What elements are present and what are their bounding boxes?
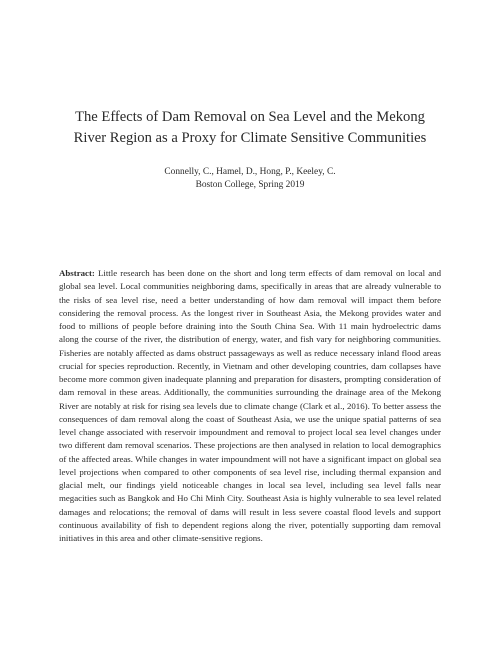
affiliation: Boston College, Spring 2019 xyxy=(195,180,305,190)
author-block xyxy=(40,166,460,192)
paper-title-line-1: The Effects of Dam Removal on Sea Level and the Mekong xyxy=(75,109,425,125)
paper-title-line-2: River Region as a Proxy for Climate Sensitive Communities xyxy=(73,130,427,146)
author-list: Connelly, C., Hamel, D., Hong, P., Keeley, C. xyxy=(164,167,336,177)
paper-title xyxy=(40,107,460,149)
abstract xyxy=(59,267,441,545)
abstract-label: Abstract: xyxy=(59,268,95,278)
abstract-text: Little research has been done on the short and long term effects of dam removal on local and global sea level. Local communities neighboring dams, specifically in areas that are already vulnerable to the risks of sea level rise, need a better understanding of how dam removal will impact them before considering the removal process. As the longest river in Southeast Asia, the Mekong provides water and food to millions of people before draining into the South China Sea. With 11 main hydroelectric dams along the course of the river, the distribution of energy, water, and fish vary for neighboring communities. Fisheries are notably affected as dams obstruct passageways as well as reduce necessary inland flood areas crucial for species reproduction. Recently, in Vietnam and other developing countries, dam collapses have become more common given inadequate planning and preparation for disasters, prompting consideration of dam removal in these areas. Additionally, the communities surrounding the drainage area of the Mekong River are notably at risk for rising sea levels due to climate change (Clark et al., 2016). To better assess the consequences of dam removal along the coast of Southeast Asia, we use the unique spatial patterns of sea level change associated with reservoir impoundment and removal to project local sea level changes under two different dam removal scenarios. These projections are then analysed in relation to local demographics of the affected areas. While changes in water impoundment will not have a significant impact on global sea level projections when compared to other components of sea level rise, including thermal expansion and glacial melt, our findings yield noticeable changes in local sea level, including sea level falls near megacities such as Bangkok and Ho Chi Minh City. Southeast Asia is highly vulnerable to sea level related damages and relocations; the removal of dams will result in less severe coastal flood levels and support continuous availability of fish to dependent regions along the river, potentially supporting dam removal initiatives in this area and other climate-sensitive regions. xyxy=(59,268,441,543)
